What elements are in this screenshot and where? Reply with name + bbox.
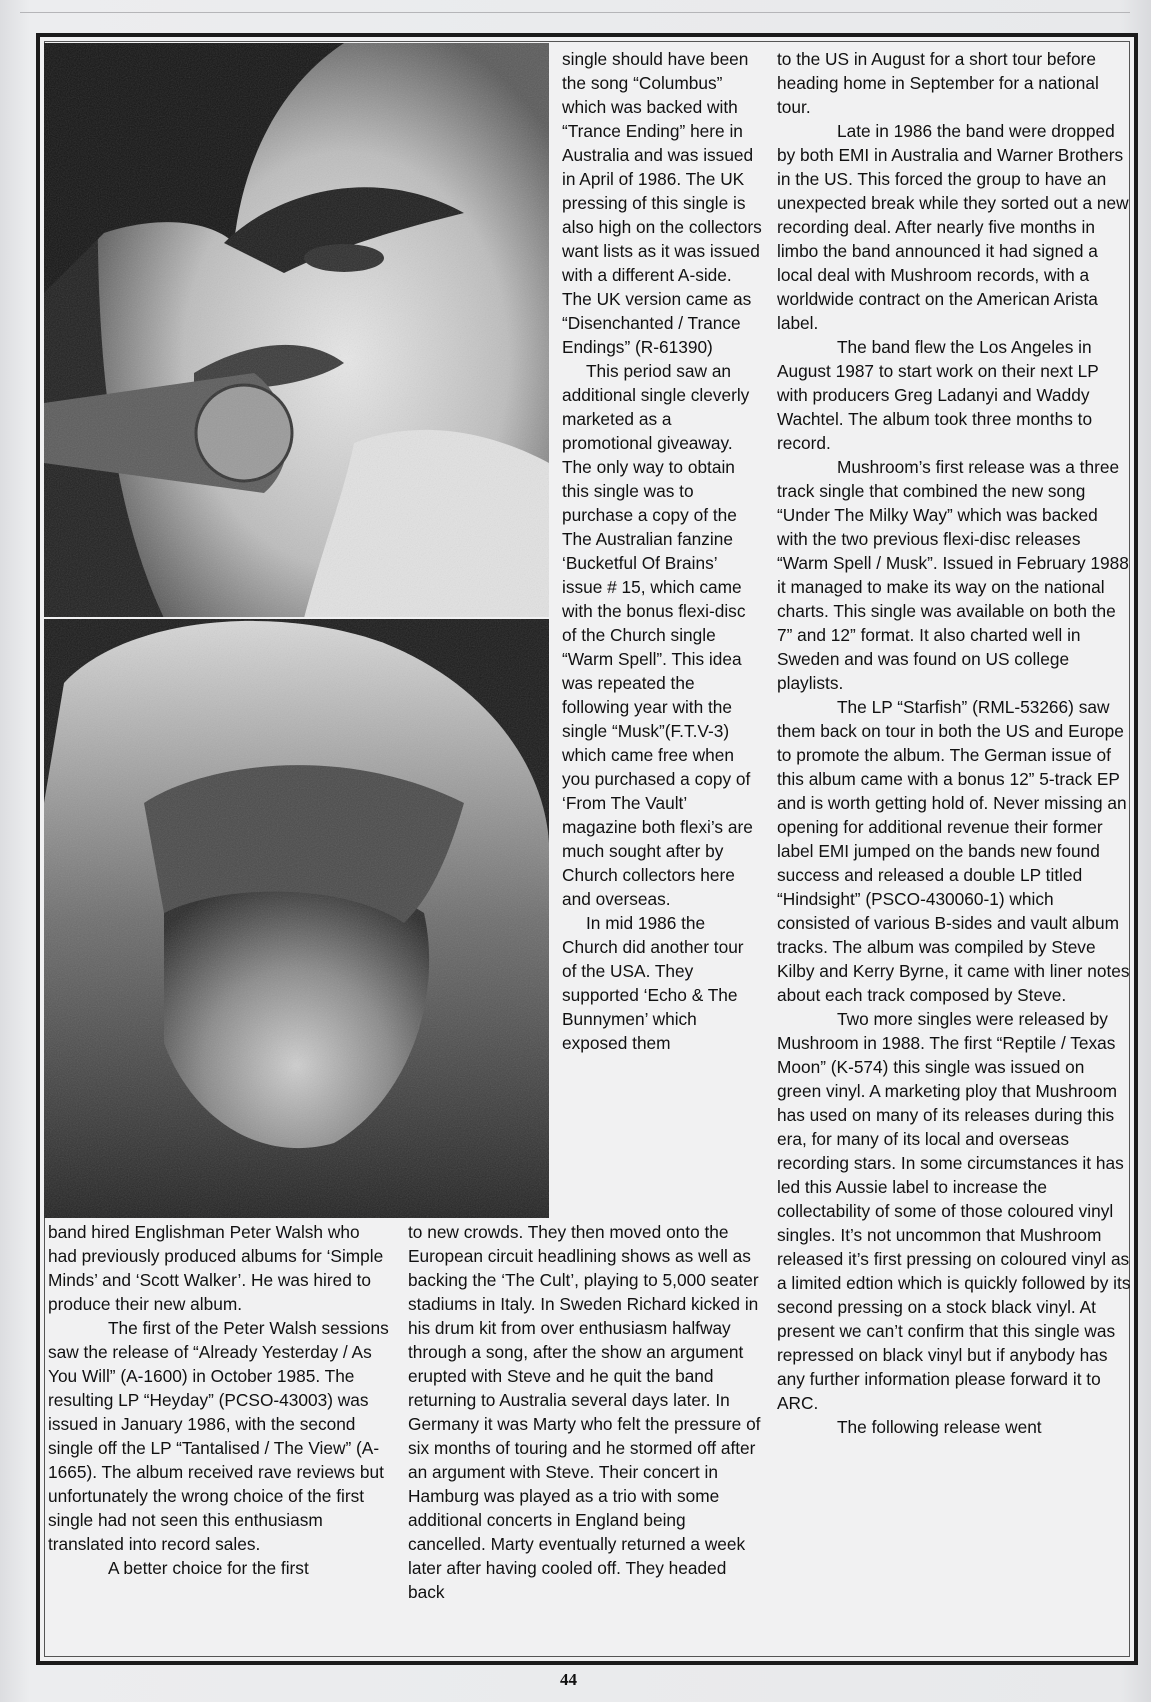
page-number: 44	[560, 1670, 577, 1689]
paragraph: to new crowds. They then moved onto the European circuit headlining shows as well as backing the ‘The Cult’, playing to 5,000 seater stadiums in Italy. In Sweden Richard kicked in his drum kit from over enthusiasm halfway through a song, after the show an argument erupted with Steve and he quit the band returning to Australia several days later. In Germany it was Marty who felt the pressure of six months of touring and he stormed off after an argument with Steve. Their concert in Hamburg was played as a trio with some additional concerts in England being cancelled. Marty eventually returned a week later after having cooled off. They headed back	[408, 1222, 761, 1602]
paragraph: Two more singles were released by Mushroom in 1988. The first “Reptile / Texas Moon” (K-574) this single was issued on green vinyl. A marketing ploy that Mushroom has used on many of its releases during this era, for many of its local and overseas recording stars. In some circumstances it has led this Aussie label to increase the collectability of some of those coloured vinyl singles. It’s not uncommon that Mushroom released it’s first pressing on coloured vinyl as a limited edtion which is quickly followed by its second pressing on a stock black vinyl. At present we can’t confirm that this single was repressed on black vinyl but if anybody has any further information please forward it to ARC.	[777, 1009, 1131, 1413]
column-2-top	[562, 47, 762, 1055]
paragraph: The following release went	[837, 1417, 1042, 1437]
photo-illustration	[44, 43, 549, 1218]
paragraph: This period saw an additional single cleverly marketed as a promotional giveaway. The only way to obtain this single was to purchase a copy of the The Australian fanzine ‘Bucketful Of Brains’ issue # 15, which came with the bonus flexi-disc of the Church single “Warm Spell”. This idea was repeated the following year with the single “Musk”(F.T.V-3) which came free when you purchased a copy of ‘From The Vault’ magazine both flexi’s are much sought after by Church collectors here and overseas.	[562, 361, 753, 909]
paragraph: to the US in August for a short tour before heading home in September for a national tour.	[777, 49, 1099, 117]
top-rule	[20, 12, 1130, 13]
paragraph: The first of the Peter Walsh sessions saw the release of “Already Yesterday / As You Will” (A-1600) in October 1985. The resulting LP “Heyday” (PCSO-43003) was issued in January 1986, with the second single off the LP “Tantalised / The View” (A-1665). The album received rave reviews but unfortunately the wrong choice of the first single had not seen this enthusiasm translated into record sales.	[48, 1318, 389, 1554]
paragraph: The LP “Starfish” (RML-53266) saw them back on tour in both the US and Europe to promote the album. The German issue of this album came with a bonus 12” 5-track EP and is worth getting hold of. Never missing an opening for additional revenue their former label EMI jumped on the bands new found success and released a double LP titled “Hindsight” (PSCO-430060-1) which consisted of various B-sides and vault album tracks. The album was compiled by Steve Kilby and Kerry Byrne, it came with liner notes about each track composed by Steve.	[777, 697, 1130, 1005]
paragraph: The band flew the Los Angeles in August 1987 to start work on their next LP with producers Greg Ladanyi and Waddy Wachtel. The album took three months to record.	[777, 337, 1099, 453]
paragraph: A better choice for the first	[108, 1558, 309, 1578]
column-2-bottom	[408, 1220, 763, 1604]
paragraph: Late in 1986 the band were dropped by both EMI in Australia and Warner Brothers in the US. This forced the group to have an unexpected break while they sorted out a new recording deal. After nearly five months in limbo the band announced it had signed a local deal with Mushroom records, with a worldwide contract on the American Arista label.	[777, 121, 1129, 333]
paragraph: single should have been the song “Columbus” which was backed with “Trance Ending” here in Australia and was issued in April of 1986. The UK pressing of this single is also high on the collectors want lists as it was issued with a different A-side. The UK version came as “Disenchanted / Trance Endings” (R-61390)	[562, 49, 762, 357]
column-3	[777, 47, 1131, 1439]
photo-grain	[44, 43, 549, 1218]
paragraph: Mushroom’s first release was a three track single that combined the new song “Under The Milky Way” which was backed with the two previous flexi-disc releases “Warm Spell / Musk”. Issued in February 1988 it managed to make its way on the national charts. This single was available on both the 7” and 12” format. It also charted well in Sweden and was found on US college playlists.	[777, 457, 1129, 693]
column-1-bottom	[48, 1220, 393, 1580]
paragraph: band hired Englishman Peter Walsh who had previously produced albums for ‘Simple Minds’ and ‘Scott Walker’. He was hired to produce their new album.	[48, 1222, 384, 1314]
paragraph: In mid 1986 the Church did another tour of the USA. They supported ‘Echo & The Bunnymen’ which exposed them	[562, 913, 744, 1053]
band-photo-collage	[44, 43, 549, 1218]
